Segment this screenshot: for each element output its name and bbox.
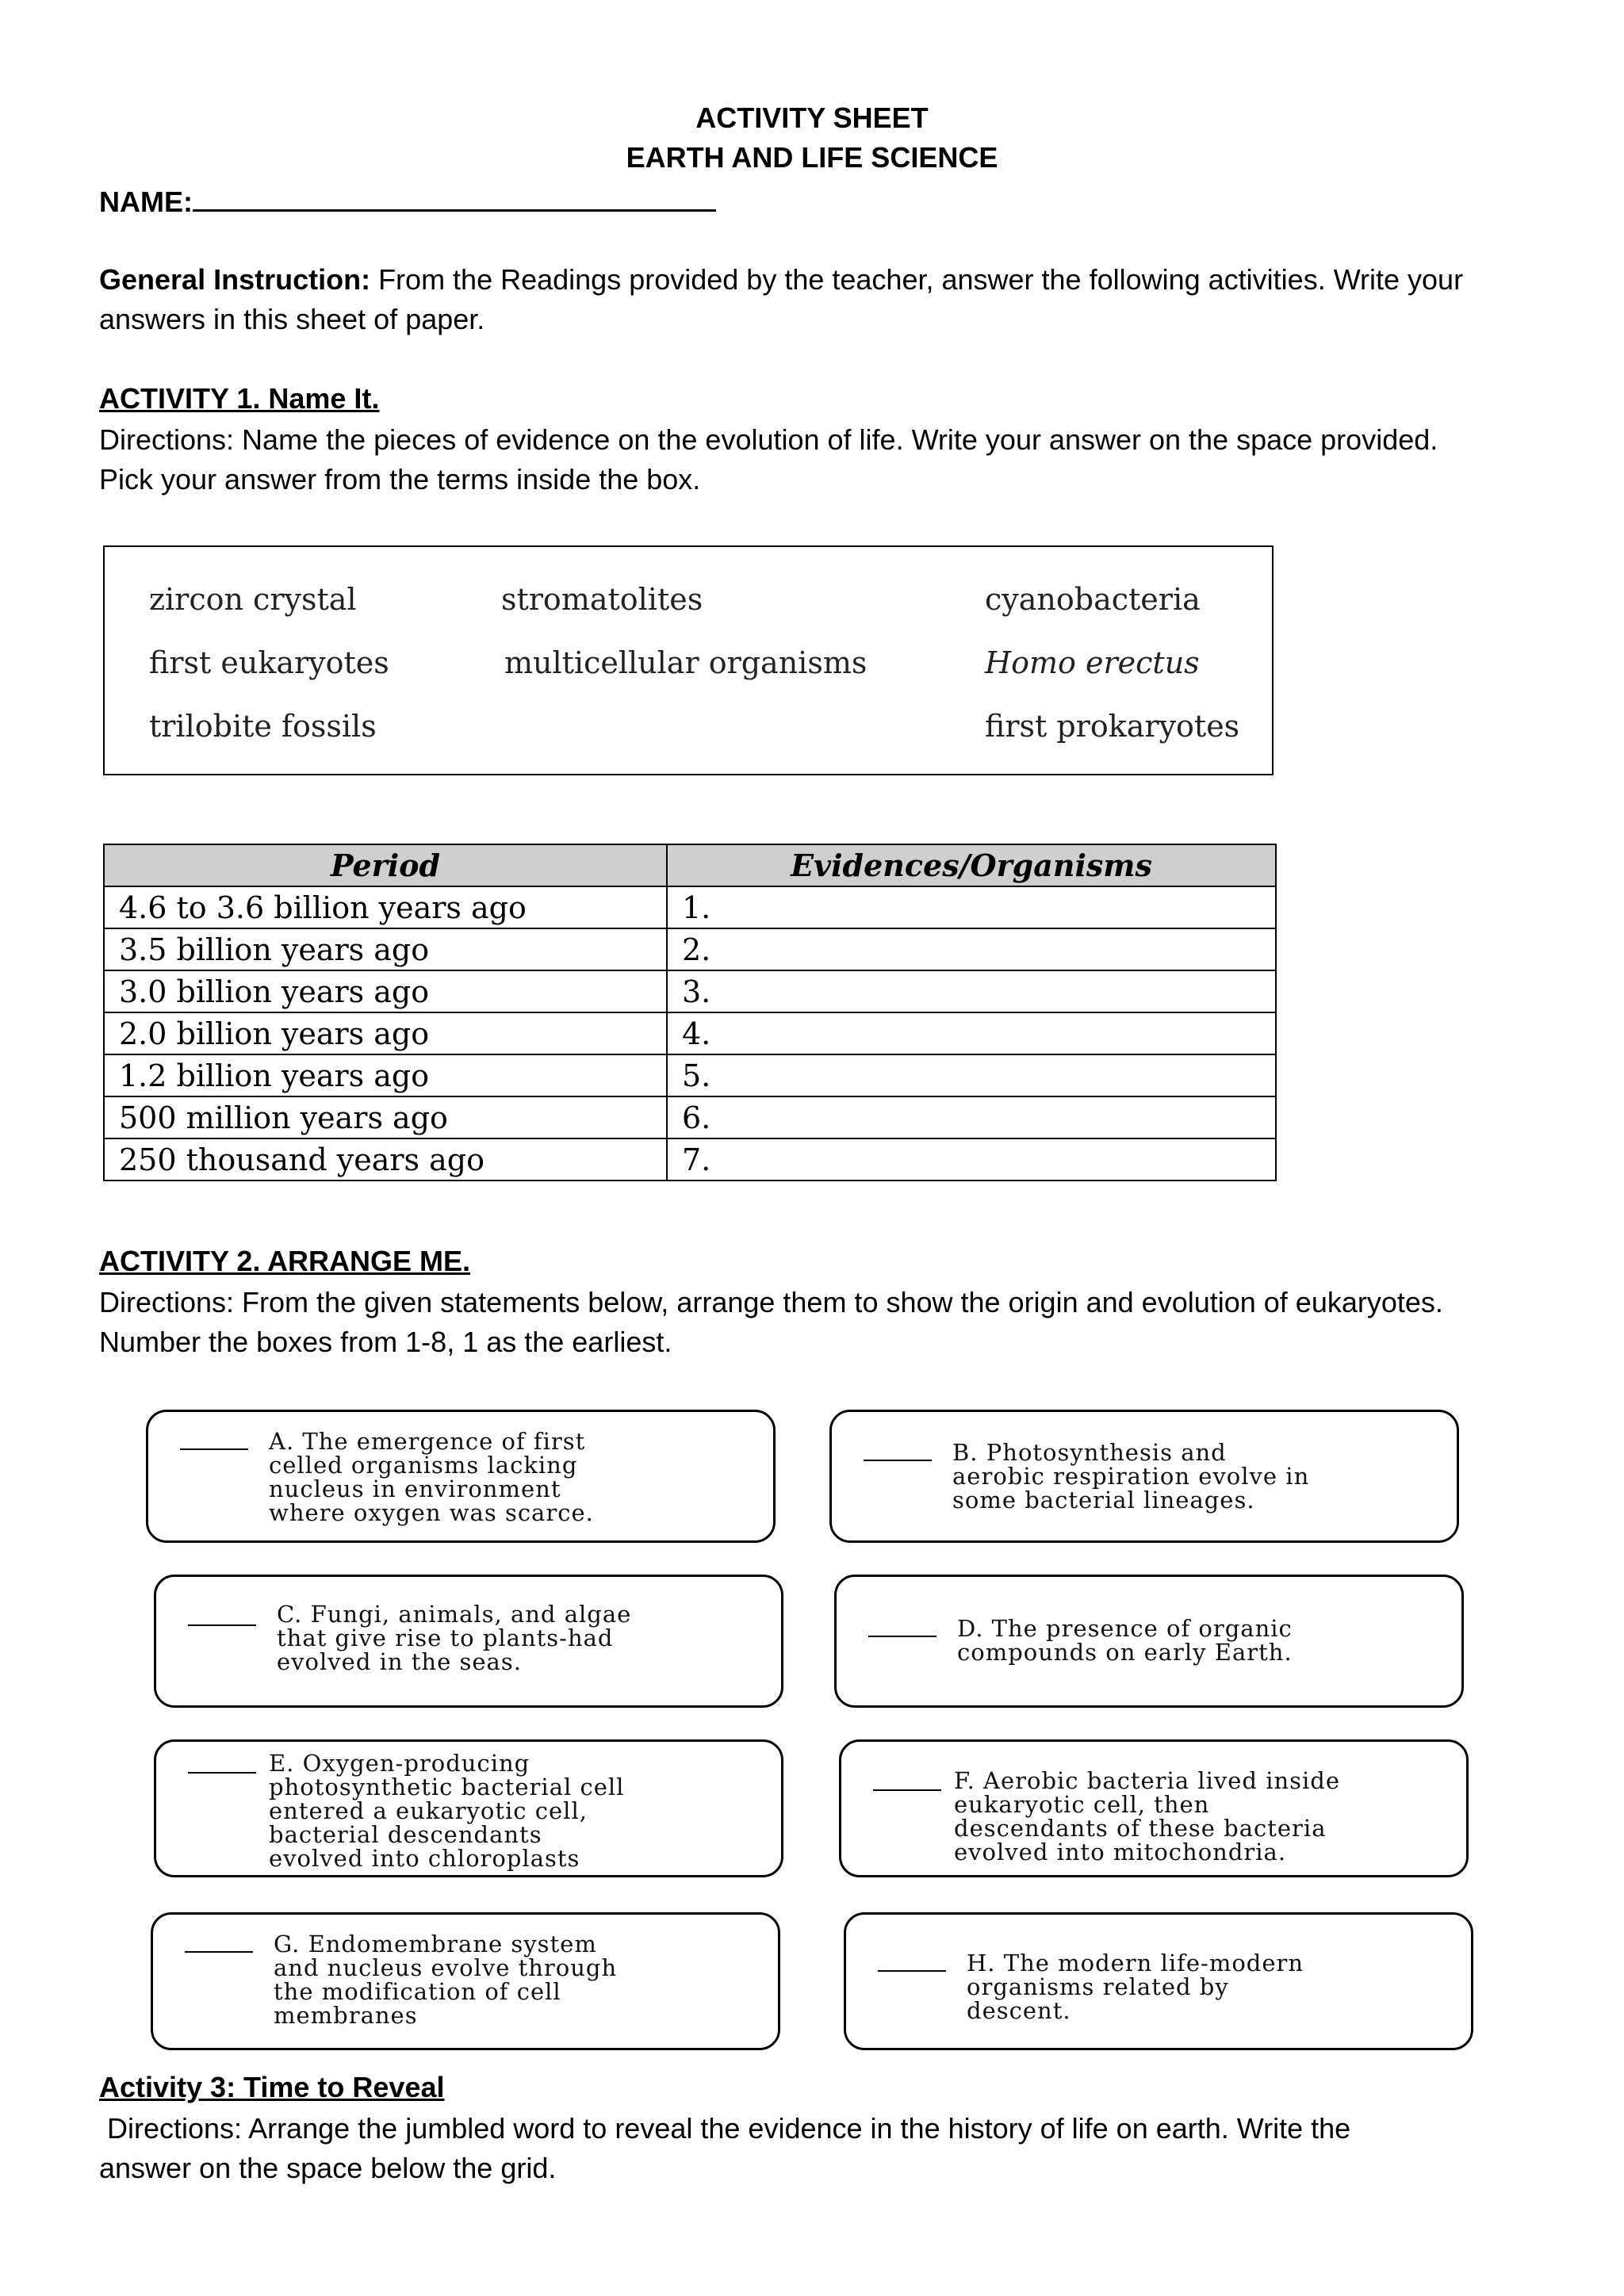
answer-cell[interactable]: 6.: [667, 1096, 1276, 1138]
name-blank-line[interactable]: [193, 181, 716, 212]
activity3-heading: Activity 3: Time to Reveal: [99, 2071, 445, 2103]
statement-text: E. Oxygen-producing photosynthetic bacterial cell entered a eukaryotic cell, bacterial descendants evolved into chloroplasts: [269, 1751, 625, 1872]
answer-blank[interactable]: [868, 1636, 936, 1637]
answer-blank[interactable]: [188, 1624, 256, 1626]
answer-blank[interactable]: [185, 1951, 253, 1953]
term-first-eukaryotes: first eukaryotes: [149, 645, 389, 680]
table-row: [104, 1012, 1276, 1054]
activity1-directions: Directions: Name the pieces of evidence on the evolution of life. Write your answer on the space provided.: [99, 423, 1438, 456]
terms-box: [103, 545, 1274, 775]
subject-title: EARTH AND LIFE SCIENCE: [626, 141, 998, 174]
period-cell: 3.5 billion years ago: [104, 928, 667, 970]
answer-cell[interactable]: 4.: [667, 1012, 1276, 1054]
activity2-directions-line2: Number the boxes from 1-8, 1 as the earliest.: [99, 1326, 672, 1358]
name-field[interactable]: [99, 181, 716, 222]
term-multicellular: multicellular organisms: [504, 645, 868, 680]
answer-cell[interactable]: 1.: [667, 886, 1276, 928]
table-row: [104, 886, 1276, 928]
table-row: [104, 1138, 1276, 1181]
statement-text: H. The modern life-modern organisms related by descent.: [967, 1950, 1304, 2024]
col-header-evidences: Evidences/Organisms: [667, 844, 1276, 886]
statement-box-a: [146, 1410, 776, 1543]
statement-text: C. Fungi, animals, and algae that give rise to plants-had evolved in the seas.: [277, 1601, 632, 1675]
term-first-prokaryotes: first prokaryotes: [985, 709, 1240, 744]
answer-blank[interactable]: [864, 1460, 932, 1461]
general-instruction: [99, 260, 1463, 300]
table-header-row: [104, 844, 1276, 886]
period-cell: 250 thousand years ago: [104, 1138, 667, 1181]
answer-blank[interactable]: [878, 1970, 946, 1972]
activity3-directions-line2: answer on the space below the grid.: [99, 2152, 557, 2184]
answer-cell[interactable]: 3.: [667, 970, 1276, 1012]
name-label: NAME:: [99, 186, 193, 218]
term-stromatolites: stromatolites: [501, 582, 703, 617]
term-cyanobacteria: cyanobacteria: [985, 582, 1201, 617]
general-instruction-label: General Instruction:: [99, 263, 371, 296]
statement-box-e: [154, 1739, 783, 1877]
term-homo-erectus: Homo erectus: [985, 645, 1200, 680]
statement-text: G. Endomembrane system and nucleus evolve through the modification of cell membranes: [274, 1931, 618, 2029]
statement-box-f: [839, 1739, 1469, 1877]
statement-text: B. Photosynthesis and aerobic respiration evolve in some bacterial lineages.: [952, 1439, 1310, 1513]
period-cell: 3.0 billion years ago: [104, 970, 667, 1012]
answer-cell[interactable]: 7.: [667, 1138, 1276, 1181]
answer-blank[interactable]: [180, 1448, 248, 1450]
general-instruction-text: From the Readings provided by the teacher, answer the following activities. Write your: [370, 263, 1464, 296]
term-trilobite: trilobite fossils: [149, 709, 377, 744]
answer-blank[interactable]: [873, 1789, 941, 1791]
col-header-period: Period: [104, 844, 667, 886]
activity2-directions: Directions: From the given statements below, arrange them to show the origin and evolution of eukaryotes.: [99, 1286, 1443, 1318]
activity3-directions: Directions: Arrange the jumbled word to reveal the evidence in the history of life on earth. Write the: [99, 2112, 1351, 2145]
table-row: [104, 970, 1276, 1012]
statement-box-d: [834, 1575, 1464, 1708]
activity1-heading: ACTIVITY 1. Name It.: [99, 382, 380, 415]
statement-text: A. The emergence of first celled organisms lacking nucleus in environment where oxygen was scarce.: [269, 1428, 594, 1526]
answer-cell[interactable]: 2.: [667, 928, 1276, 970]
period-cell: 4.6 to 3.6 billion years ago: [104, 886, 667, 928]
statement-box-g: [151, 1912, 780, 2050]
statement-text: D. The presence of organic compounds on early Earth.: [957, 1615, 1293, 1666]
answer-cell[interactable]: 5.: [667, 1054, 1276, 1096]
statement-box-h: [844, 1912, 1473, 2050]
statement-text: F. Aerobic bacteria lived inside eukaryotic cell, then descendants of these bacteria evolved into mitochondria.: [954, 1767, 1341, 1866]
answer-blank[interactable]: [188, 1772, 256, 1774]
period-table: [103, 844, 1277, 1181]
activity1-directions-line2: Pick your answer from the terms inside the box.: [99, 463, 701, 496]
table-row: [104, 1096, 1276, 1138]
period-cell: 500 million years ago: [104, 1096, 667, 1138]
period-cell: 1.2 billion years ago: [104, 1054, 667, 1096]
sheet-title: ACTIVITY SHEET: [695, 101, 929, 134]
statement-box-c: [154, 1575, 783, 1708]
table-row: [104, 928, 1276, 970]
activity2-heading: ACTIVITY 2. ARRANGE ME.: [99, 1245, 471, 1277]
table-row: [104, 1054, 1276, 1096]
term-zircon: zircon crystal: [149, 582, 357, 617]
period-cell: 2.0 billion years ago: [104, 1012, 667, 1054]
general-instruction-line2: answers in this sheet of paper.: [99, 303, 485, 335]
statement-box-b: [829, 1410, 1459, 1543]
